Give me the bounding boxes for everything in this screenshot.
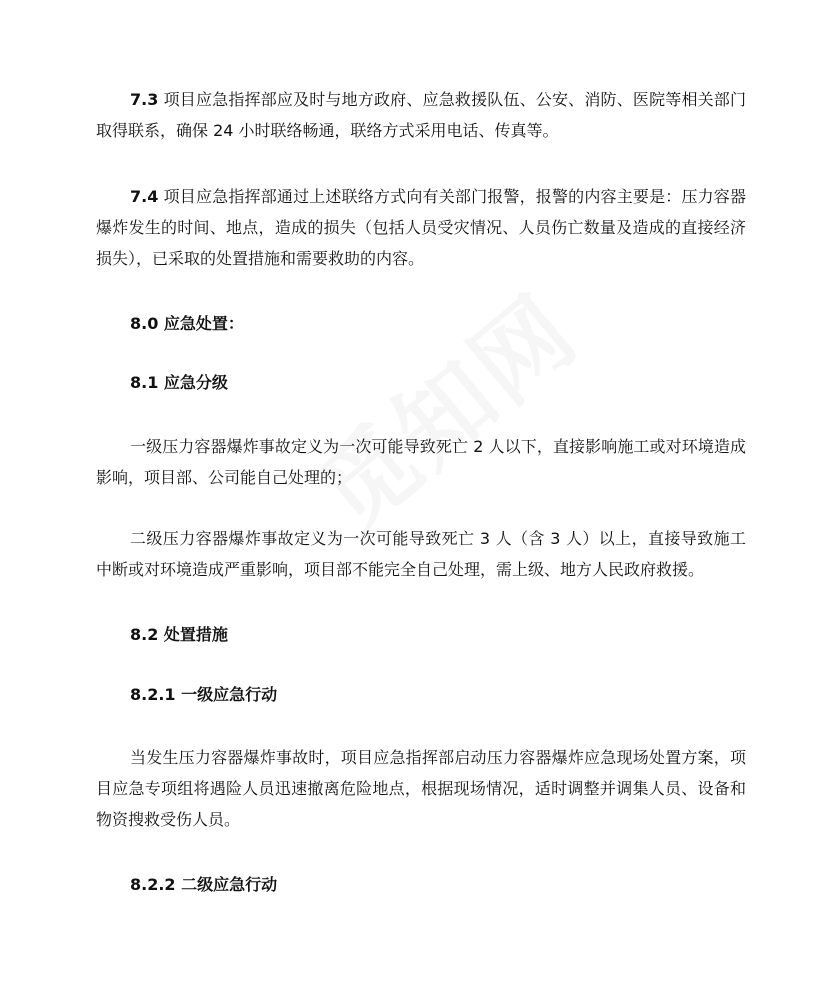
watermark (294, 284, 586, 556)
paragraph-action-1: 当发生压力容器爆炸事故时，项目应急指挥部启动压力容器爆炸应急现场处置方案，项目应急专项组将遇险人员迅速撤离危险地点，根据现场情况，适时调整并调集人员、设备和物资搜救受伤人员。 (96, 748, 746, 829)
paragraph-7-3-text: 项目应急指挥部应及时与地方政府、应急救援队伍、公安、消防、医院等相关部门取得联系，确保 24 小时联络畅通，联络方式采用电话、传真等。 (96, 90, 746, 140)
paragraph-level-2: 二级压力容器爆炸事故定义为一次可能导致死亡 3 人（含 3 人）以上，直接导致施工中断或对环境造成严重影响，项目部不能完全自己处理，需上级、地方人民政府救援。 (96, 529, 746, 579)
section-number-7-4: 7.4 (130, 187, 159, 206)
paragraph-7-4 (96, 181, 746, 274)
heading-8-2-2: 8.2.2 二级应急行动 (130, 875, 278, 894)
heading-8-2-1: 8.2.1 一级应急行动 (130, 685, 278, 704)
paragraph-7-3 (96, 84, 746, 146)
paragraph-level-1: 一级压力容器爆炸事故定义为一次可能导致死亡 2 人以下，直接影响施工或对环境造成影响，项目部、公司能自己处理的； (96, 437, 746, 487)
section-number-7-3: 7.3 (130, 90, 159, 109)
heading-8-1: 8.1 应急分级 (130, 373, 228, 392)
heading-8-2: 8.2 处置措施 (130, 625, 228, 644)
paragraph-7-4-text: 项目应急指挥部通过上述联络方式向有关部门报警，报警的内容主要是：压力容器爆炸发生的时间、地点，造成的损失（包括人员受灾情况、人员伤亡数量及造成的直接经济损失），已采取的处置措施和需要救助的内容。 (96, 187, 746, 268)
heading-8-0: 8.0 应急处置： (130, 314, 244, 333)
